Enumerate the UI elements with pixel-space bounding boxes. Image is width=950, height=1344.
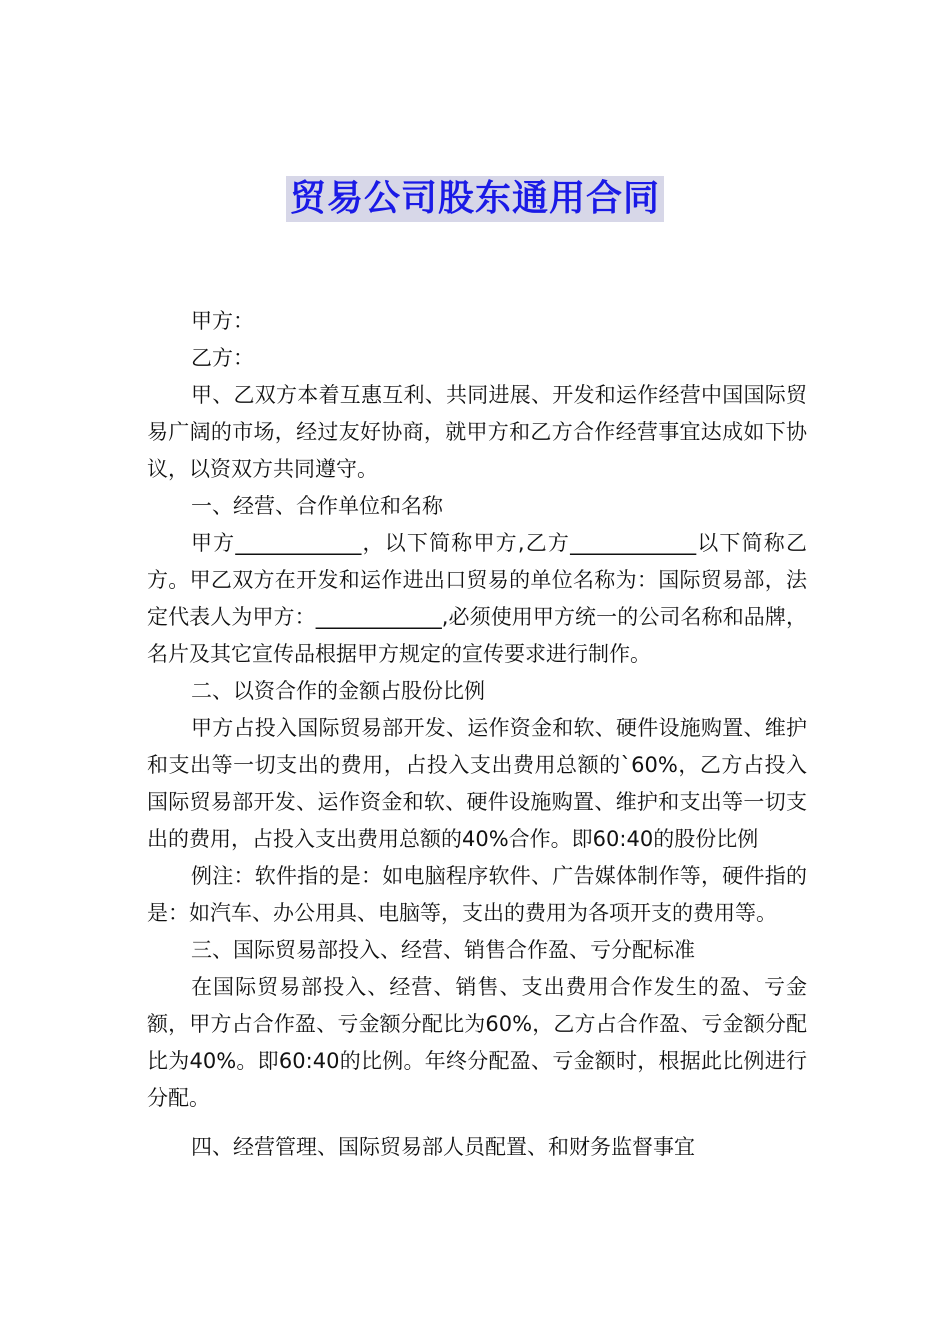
section-3-paragraph: 在国际贸易部投入、经营、销售、支出费用合作发生的盈、亏金额，甲方占合作盈、亏金额分配比为60%，乙方占合作盈、亏金额分配比为40%。即60:40的比例。年终分配盈、亏金额时，根据此比例进行分配。 <box>147 975 807 1110</box>
party-a-line: 甲方： <box>191 309 254 333</box>
section-2-heading: 二、以资合作的金额占股份比例 <box>191 679 485 703</box>
section-1-heading: 一、经营、合作单位和名称 <box>191 494 443 518</box>
section-2-note: 例注：软件指的是：如电脑程序软件、广告媒体制作等，硬件指的是：如汽车、办公用具、电脑等，支出的费用为各项开支的费用等。 <box>147 864 807 925</box>
section-4-heading: 四、经营管理、国际贸易部人员配置、和财务监督事宜 <box>191 1135 695 1159</box>
party-b-line: 乙方： <box>191 346 254 370</box>
section-3-heading: 三、国际贸易部投入、经营、销售合作盈、亏分配标准 <box>191 938 695 962</box>
document-body <box>147 303 807 1166</box>
section-2-paragraph: 甲方占投入国际贸易部开发、运作资金和软、硬件设施购置、维护和支出等一切支出的费用，占投入支出费用总额的`60%，乙方占投入国际贸易部开发、运作资金和软、硬件设施购置、维护和支出等一切支出的费用，占投入支出费用总额的40%合作。即60:40的股份比例 <box>147 716 807 851</box>
document-title: 贸易公司股东通用合同 <box>286 176 664 222</box>
section-1-paragraph: 甲方____________，以下简称甲方,乙方____________以下简称乙方。甲乙双方在开发和运作进出口贸易的单位名称为：国际贸易部，法定代表人为甲方：____________,必须使用甲方统一的公司名称和品牌，名片及其它宣传品根据甲方规定的宣传要求进行制作。 <box>147 531 807 666</box>
preamble-paragraph: 甲、乙双方本着互惠互利、共同进展、开发和运作经营中国国际贸易广阔的市场，经过友好协商，就甲方和乙方合作经营事宜达成如下协议，以资双方共同遵守。 <box>147 383 807 481</box>
title-container <box>0 176 950 222</box>
